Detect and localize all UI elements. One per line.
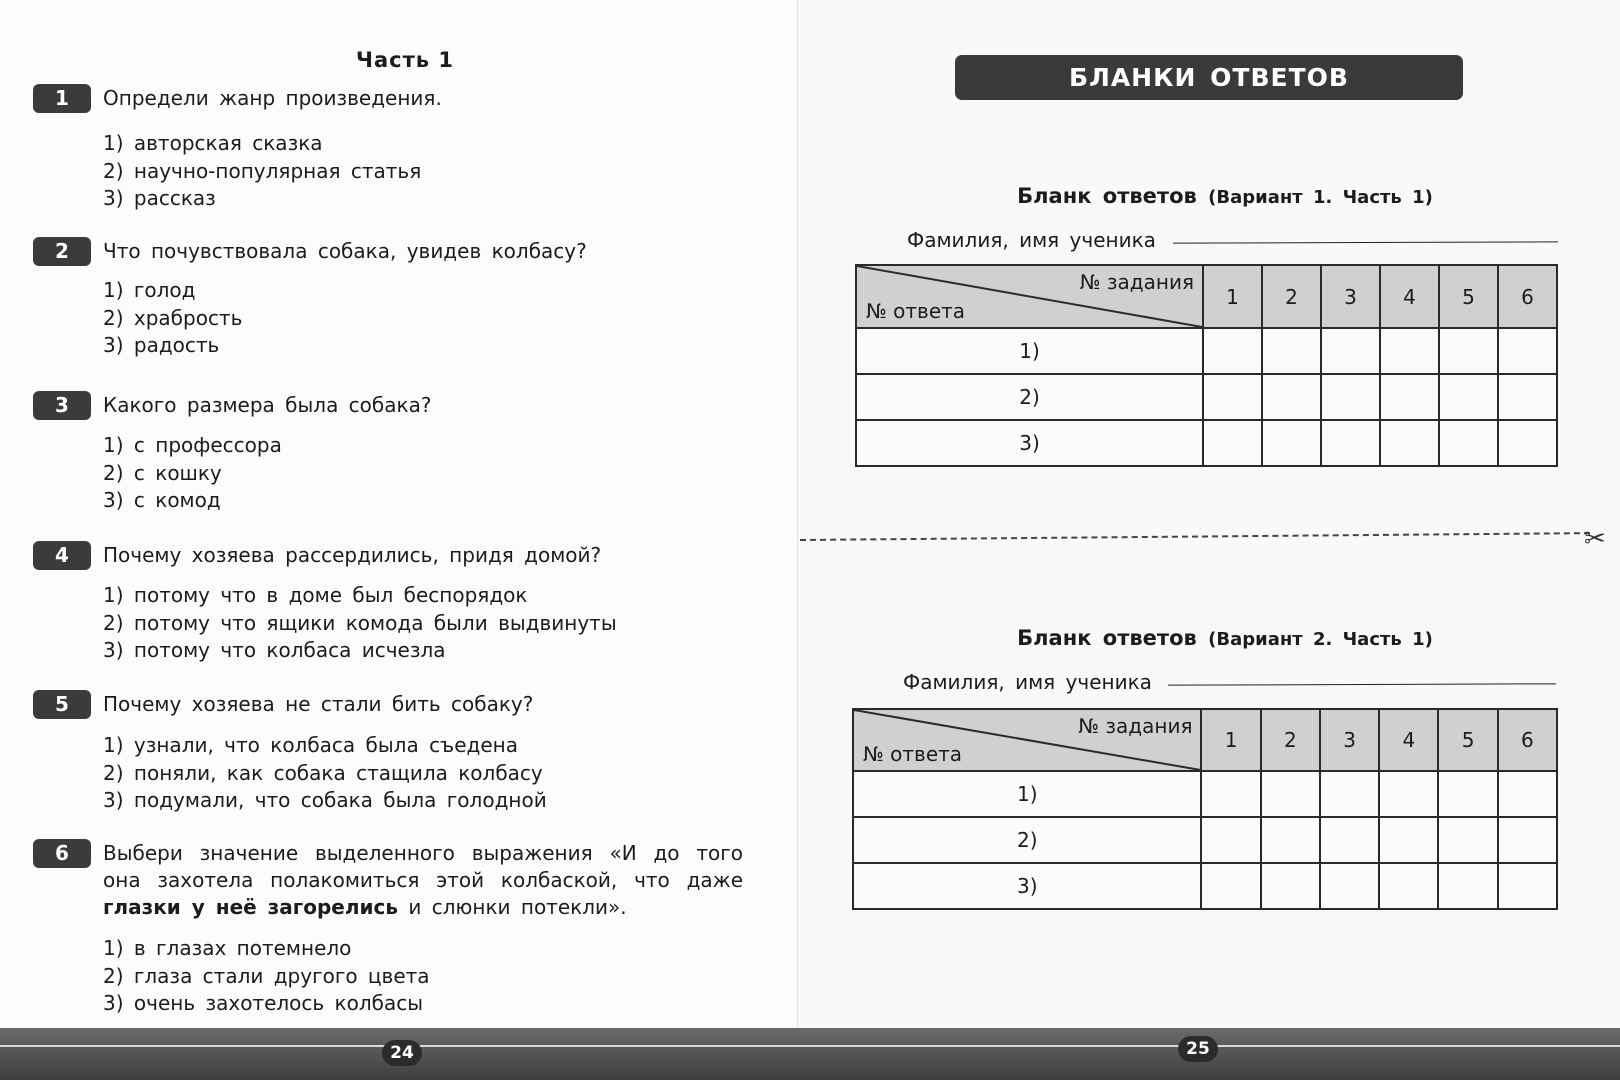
answer-cell[interactable] xyxy=(1262,374,1321,420)
answer-row-label: 3) xyxy=(853,863,1201,909)
task-column-header: 1 xyxy=(1201,709,1260,771)
task-column-header: 2 xyxy=(1262,265,1321,328)
answer-option: 3) рассказ xyxy=(103,186,216,210)
answer-grid xyxy=(855,264,1558,467)
answer-form-title xyxy=(855,626,1595,650)
answer-cell[interactable] xyxy=(1498,420,1557,466)
answer-cell[interactable] xyxy=(1439,420,1498,466)
form-title: Бланк ответов xyxy=(1017,184,1197,208)
answer-number-label: № ответа xyxy=(863,742,963,766)
answer-cell[interactable] xyxy=(1262,328,1321,374)
answer-cell[interactable] xyxy=(1201,771,1260,817)
answer-option: 1) голод xyxy=(103,278,196,302)
task-number-badge: 3 xyxy=(33,391,91,420)
answer-row-label: 1) xyxy=(853,771,1201,817)
answer-option: 1) в глазах потемнело xyxy=(103,936,352,960)
answer-cell[interactable] xyxy=(1320,771,1379,817)
answer-cell[interactable] xyxy=(1320,863,1379,909)
footer-divider xyxy=(0,1045,1620,1047)
answer-option: 2) храбрость xyxy=(103,305,243,330)
answer-cell[interactable] xyxy=(1320,817,1379,863)
answer-cell[interactable] xyxy=(1498,328,1557,374)
answer-cell[interactable] xyxy=(1201,817,1260,863)
answer-option: 3) с комод xyxy=(103,488,221,512)
grid-corner-header xyxy=(853,709,1201,771)
answer-cell[interactable] xyxy=(1203,374,1262,420)
task-column-header: 4 xyxy=(1380,265,1439,328)
answer-option: 3) очень захотелось колбасы xyxy=(103,991,424,1015)
left-page xyxy=(0,0,798,1080)
answer-option: 3) подумали, что собака была голодной xyxy=(103,788,547,812)
question-text: и слюнки потекли». xyxy=(408,895,627,919)
right-page xyxy=(798,0,1620,1080)
task-column-header: 1 xyxy=(1203,265,1262,328)
answer-options xyxy=(103,432,282,515)
answer-cell[interactable] xyxy=(1498,863,1557,909)
answer-option: 3) радость xyxy=(103,333,220,357)
answer-cell[interactable] xyxy=(1261,817,1320,863)
grid-corner-header xyxy=(856,265,1203,328)
task-column-header: 6 xyxy=(1498,265,1557,328)
scissors-icon: ✂ xyxy=(1584,524,1606,554)
answer-number-label: № ответа xyxy=(866,299,966,323)
answer-option: 1) авторская сказка xyxy=(103,131,323,155)
task-column-header: 5 xyxy=(1439,265,1498,328)
page-footer-bar xyxy=(0,1028,1620,1080)
answer-option: 2) поняли, как собака стащила колбасу xyxy=(103,760,543,785)
task-column-header: 6 xyxy=(1498,709,1557,771)
answer-options xyxy=(103,582,617,665)
answer-options xyxy=(103,130,421,213)
answer-cell[interactable] xyxy=(1379,771,1438,817)
task-question: Какого размера была собака? xyxy=(103,393,432,417)
answer-option: 2) научно-популярная статья xyxy=(103,158,422,183)
part-title: Часть 1 xyxy=(356,48,454,72)
answer-form-title xyxy=(855,184,1595,208)
answer-option: 1) узнали, что колбаса была съедена xyxy=(103,733,518,757)
answer-option: 2) потому что ящики комода были выдвинуты xyxy=(103,610,617,635)
page-number-right: 25 xyxy=(1178,1036,1218,1062)
answer-row-label: 2) xyxy=(853,817,1201,863)
answer-options xyxy=(103,935,430,1018)
answer-cell[interactable] xyxy=(1498,374,1557,420)
answer-cell[interactable] xyxy=(1203,420,1262,466)
answer-cell[interactable] xyxy=(1203,328,1262,374)
task-number-badge: 2 xyxy=(33,237,91,266)
highlighted-expression: глазки у неё загорелись xyxy=(103,895,399,919)
answer-cell[interactable] xyxy=(1201,863,1260,909)
task-column-header: 5 xyxy=(1438,709,1497,771)
answer-sheets-header: БЛАНКИ ОТВЕТОВ xyxy=(955,55,1463,100)
answer-cell[interactable] xyxy=(1261,863,1320,909)
task-question: Что почувствовала собака, увидев колбасу? xyxy=(103,239,587,263)
task-column-header: 4 xyxy=(1379,709,1438,771)
answer-cell[interactable] xyxy=(1498,771,1557,817)
answer-option: 3) потому что колбаса исчезла xyxy=(103,638,446,662)
answer-cell[interactable] xyxy=(1262,420,1321,466)
answer-cell[interactable] xyxy=(1498,817,1557,863)
answer-cell[interactable] xyxy=(1321,420,1380,466)
task-question: Почему хозяева рассердились, придя домой? xyxy=(103,543,602,567)
answer-option: 2) с кошку xyxy=(103,460,222,485)
answer-cell[interactable] xyxy=(1438,771,1497,817)
task-number-label: № задания xyxy=(1078,714,1193,738)
task-number-badge: 1 xyxy=(33,84,91,113)
task-number-label: № задания xyxy=(1079,270,1194,294)
answer-option: 1) с профессора xyxy=(103,433,282,457)
answer-option: 2) глаза стали другого цвета xyxy=(103,963,430,988)
task-number-badge: 5 xyxy=(33,690,91,719)
answer-cell[interactable] xyxy=(1439,328,1498,374)
question-text: Выбери значение выделенного выражения «И до того она захотела полакомиться этой колбаской, что даже xyxy=(103,841,743,892)
form-title: Бланк ответов xyxy=(1017,626,1197,650)
answer-cell[interactable] xyxy=(1438,863,1497,909)
task-question: Определи жанр произведения. xyxy=(103,86,442,110)
answer-cell[interactable] xyxy=(1380,328,1439,374)
task-column-header: 2 xyxy=(1261,709,1320,771)
answer-cell[interactable] xyxy=(1380,374,1439,420)
answer-cell[interactable] xyxy=(1379,863,1438,909)
task-column-header: 3 xyxy=(1321,265,1380,328)
student-name-label: Фамилия, имя ученика xyxy=(907,228,1156,252)
answer-options xyxy=(103,732,547,815)
answer-grid xyxy=(852,708,1558,910)
page-number-left: 24 xyxy=(382,1040,422,1066)
answer-cell[interactable] xyxy=(1321,328,1380,374)
answer-cell[interactable] xyxy=(1379,817,1438,863)
student-name-label: Фамилия, имя ученика xyxy=(903,670,1152,694)
answer-row-label: 3) xyxy=(856,420,1203,466)
answer-row-label: 1) xyxy=(856,328,1203,374)
task-column-header: 3 xyxy=(1320,709,1379,771)
form-subtitle: (Вариант 2. Часть 1) xyxy=(1208,629,1433,650)
answer-cell[interactable] xyxy=(1439,374,1498,420)
answer-cell[interactable] xyxy=(1321,374,1380,420)
answer-options xyxy=(103,277,242,360)
answer-cell[interactable] xyxy=(1438,817,1497,863)
form-subtitle: (Вариант 1. Часть 1) xyxy=(1208,187,1433,208)
task-number-badge: 6 xyxy=(33,839,91,868)
task-question: Почему хозяева не стали бить собаку? xyxy=(103,692,534,716)
answer-row-label: 2) xyxy=(856,374,1203,420)
task-number-badge: 4 xyxy=(33,541,91,570)
answer-cell[interactable] xyxy=(1380,420,1439,466)
answer-cell[interactable] xyxy=(1261,771,1320,817)
answer-option: 1) потому что в доме был беспорядок xyxy=(103,583,528,607)
task-question xyxy=(103,840,743,921)
